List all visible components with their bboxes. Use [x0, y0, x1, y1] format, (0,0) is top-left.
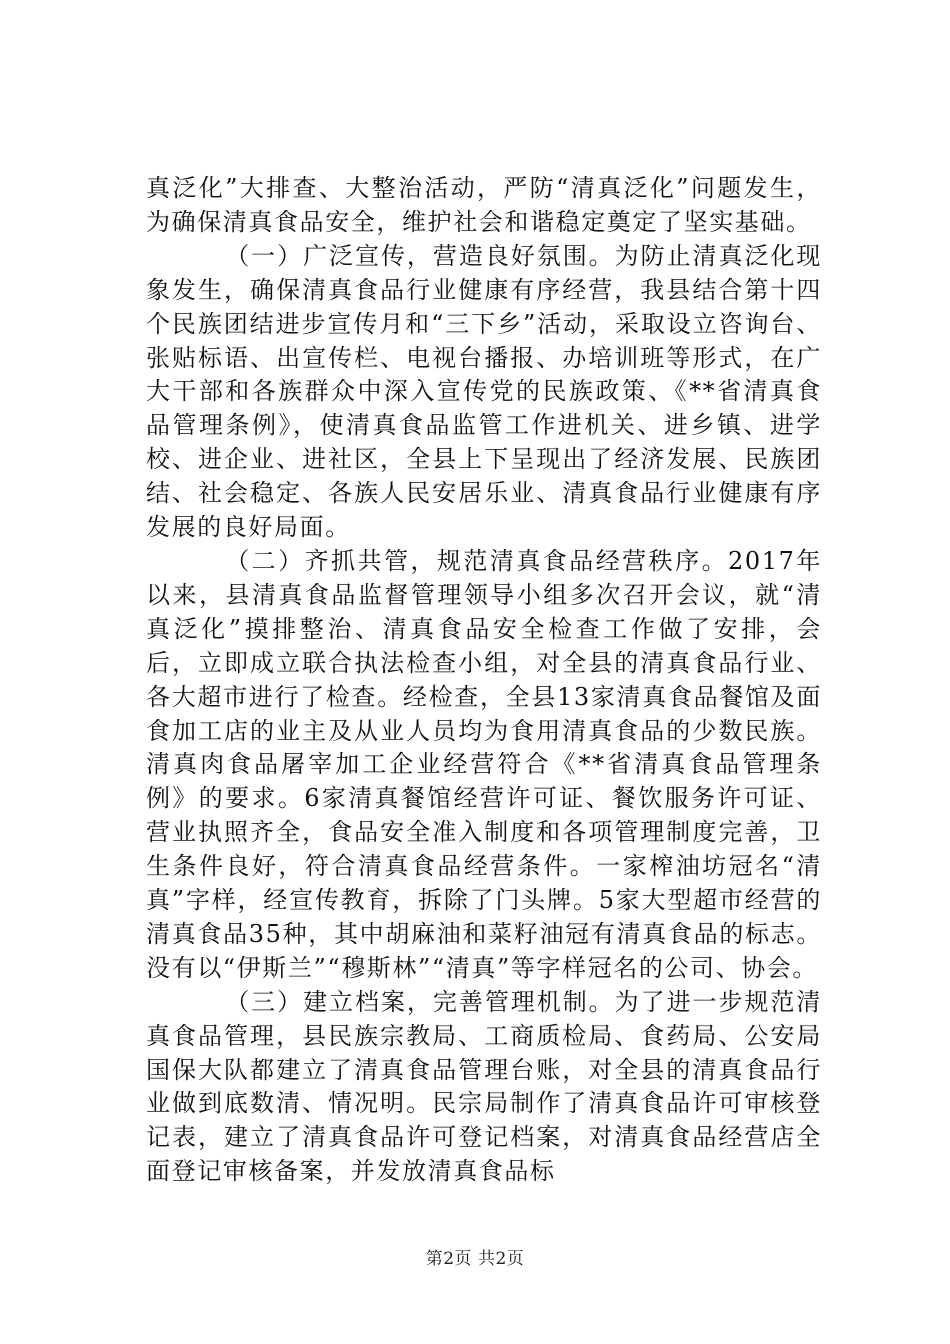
paragraph-joint-management: （二）齐抓共管，规范清真食品经营秩序。2017年以来，县清真食品监督管理领导小组多次召开会议，就“清真泛化”摸排整治、清真食品安全检查工作做了安排，会后，立即成立联合执法检查小组，对全县的清真食品行业、各大超市进行了检查。经检查，全县13家清真食品餐馆及面食加工店的业主及从业人员均为食用清真食品的少数民族。清真肉食品屠宰加工企业经营符合《**省清真食品管理条例》的要求。6家清真餐馆经营许可证、餐饮服务许可证、营业执照齐全，食品安全准入制度和各项管理制度完善，卫生条件良好，符合清真食品经营条件。一家榨油坊冠名“清真”字样，经宣传教育，拆除了门头牌。5家大型超市经营的清真食品35种，其中胡麻油和菜籽油冠有清真食品的标志。没有以“伊斯兰”“穆斯林”“清真”等字样冠名的公司、协会。 [146, 546, 822, 982]
paragraph-continuation: 真泛化”大排查、大整治活动，严防“清真泛化”问题发生，为确保清真食品安全，维护社会和谐稳定奠定了坚实基础。 [146, 174, 822, 236]
paragraph-archives: （三）建立档案，完善管理机制。为了进一步规范清真食品管理，县民族宗教局、工商质检局、食药局、公安局国保大队都建立了清真食品管理台账，对全县的清真食品行业做到底数清、情况明。民宗局制作了清真食品许可审核登记表，建立了清真食品许可登记档案，对清真食品经营店全面登记审核备案，并发放清真食品标 [146, 987, 822, 1186]
document-body [146, 172, 822, 1189]
page-footer: 第2页 共2页 [425, 1249, 525, 1269]
paragraph-publicity: （一）广泛宣传，营造良好氛围。为防止清真泛化现象发生，确保清真食品行业健康有序经营，我县结合第十四个民族团结进步宣传月和“三下乡”活动，采取设立咨询台、张贴标语、出宣传栏、电视台播报、办培训班等形式，在广大干部和各族群众中深入宣传党的民族政策、《**省清真食品管理条例》，使清真食品监管工作进机关、进乡镇、进学校、进企业、进社区，全县上下呈现出了经济发展、民族团结、社会稳定、各族人民安居乐业、清真食品行业健康有序发展的良好局面。 [146, 241, 822, 542]
